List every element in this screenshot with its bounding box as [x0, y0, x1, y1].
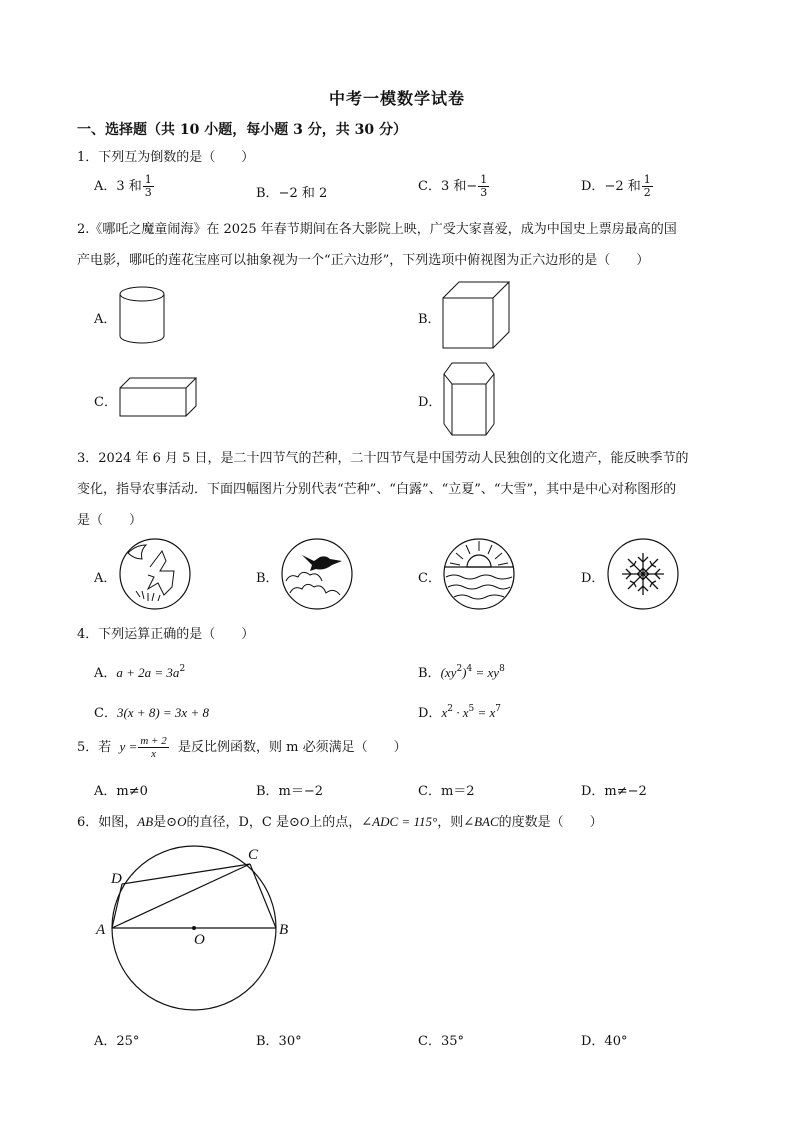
q1-stem: 1．下列互为倒数的是（ ）	[77, 150, 255, 165]
q6-option-c: C．35°	[418, 1034, 464, 1049]
point-d-label: D	[111, 871, 122, 887]
q6-option-a: A．25°	[94, 1034, 140, 1049]
point-o-label: O	[194, 932, 205, 948]
q3-stem-line3: 是（ ）	[77, 513, 143, 528]
point-b-label: B	[279, 922, 289, 938]
q3-stem-line1: 3．2024 年 6 月 5 日，是二十四节气的芒种，二十四节气是中国劳动人民独创的文化遗产，能反映季节的	[77, 451, 689, 466]
q3-label-a: A．	[94, 571, 117, 586]
q1-option-d: D．−2 和 $\frac{1}{2}$	[581, 173, 651, 199]
hexagonal-prism-figure	[440, 360, 500, 440]
q3-label-d: D．	[581, 571, 605, 586]
q2-stem-line1: 2.《哪吒之魔童闹海》在 2025 年春节期间在各大影院上映，广受大家喜爱，成为中国史上票房最高的国	[77, 222, 677, 237]
cube-figure	[440, 280, 512, 350]
point-c-label: C	[248, 847, 259, 863]
circle-geometry-figure	[90, 840, 300, 1020]
q4-option-a: A．$a + 2a = 3a^2$	[94, 664, 186, 681]
page-title: 中考一模数学试卷	[328, 89, 465, 108]
point-a-label: A	[96, 922, 106, 938]
q2-label-d: D．	[418, 395, 442, 410]
q2-label-c: C．	[94, 395, 117, 410]
start-of-summer-icon	[442, 537, 516, 611]
q4-stem: 4．下列运算正确的是（ ）	[77, 627, 255, 642]
q4-option-b: B．$(xy^2)^4 = xy^8$	[418, 664, 505, 681]
q1-option-c: C．3 和− $\frac{1}{3}$	[418, 173, 488, 199]
q2-stem-line2: 产电影，哪吒的莲花宝座可以抽象视为一个“正六边形”，下列选项中俯视图为正六边形的是（ ）	[77, 253, 650, 268]
section-heading: 一、选择题（共 10 小题，每小题 3 分，共 30 分）	[77, 122, 407, 138]
q2-label-b: B．	[418, 312, 441, 327]
snowflake-icon	[606, 537, 680, 611]
q1-option-b: B．−2 和 2	[256, 186, 328, 201]
q1-option-a: A．3 和 $\frac{1}{3}$	[94, 173, 152, 199]
cuboid-figure	[118, 376, 200, 420]
q6-option-d: D．40°	[581, 1034, 628, 1049]
cylinder-figure	[118, 284, 168, 346]
grain-in-ear-icon	[118, 537, 192, 611]
q3-label-b: B．	[256, 571, 279, 586]
q5-option-a: A．m≠0	[94, 784, 148, 799]
q3-label-c: C．	[418, 571, 441, 586]
q5-stem: 5．若 y = $\frac{m + 2}{x}$ 是反比例函数，则 m 必须满足（ ）	[77, 735, 407, 760]
white-dew-icon	[280, 537, 354, 611]
q2-label-a: A．	[94, 312, 117, 327]
q5-option-d: D．m≠−2	[581, 784, 647, 799]
q5-option-c: C．m＝2	[418, 784, 475, 799]
q3-stem-line2: 变化，指导农事活动．下面四幅图片分别代表“芒种”、“白露”、“立夏”、“大雪”，其中是中心对称图形的	[77, 482, 677, 497]
q4-option-d: D．$x^2 \cdot x^5 = x^7$	[418, 704, 501, 721]
q5-option-b: B．m＝−2	[256, 784, 324, 799]
q6-option-b: B．30°	[256, 1034, 302, 1049]
q4-option-c: C．3(x + 8) = 3x + 8	[94, 705, 209, 721]
q6-stem: 6．如图，AB是⊙O的直径，D，C 是⊙O上的点，∠ADC = 115°，则∠BAC的度数是（ ）	[77, 814, 603, 830]
